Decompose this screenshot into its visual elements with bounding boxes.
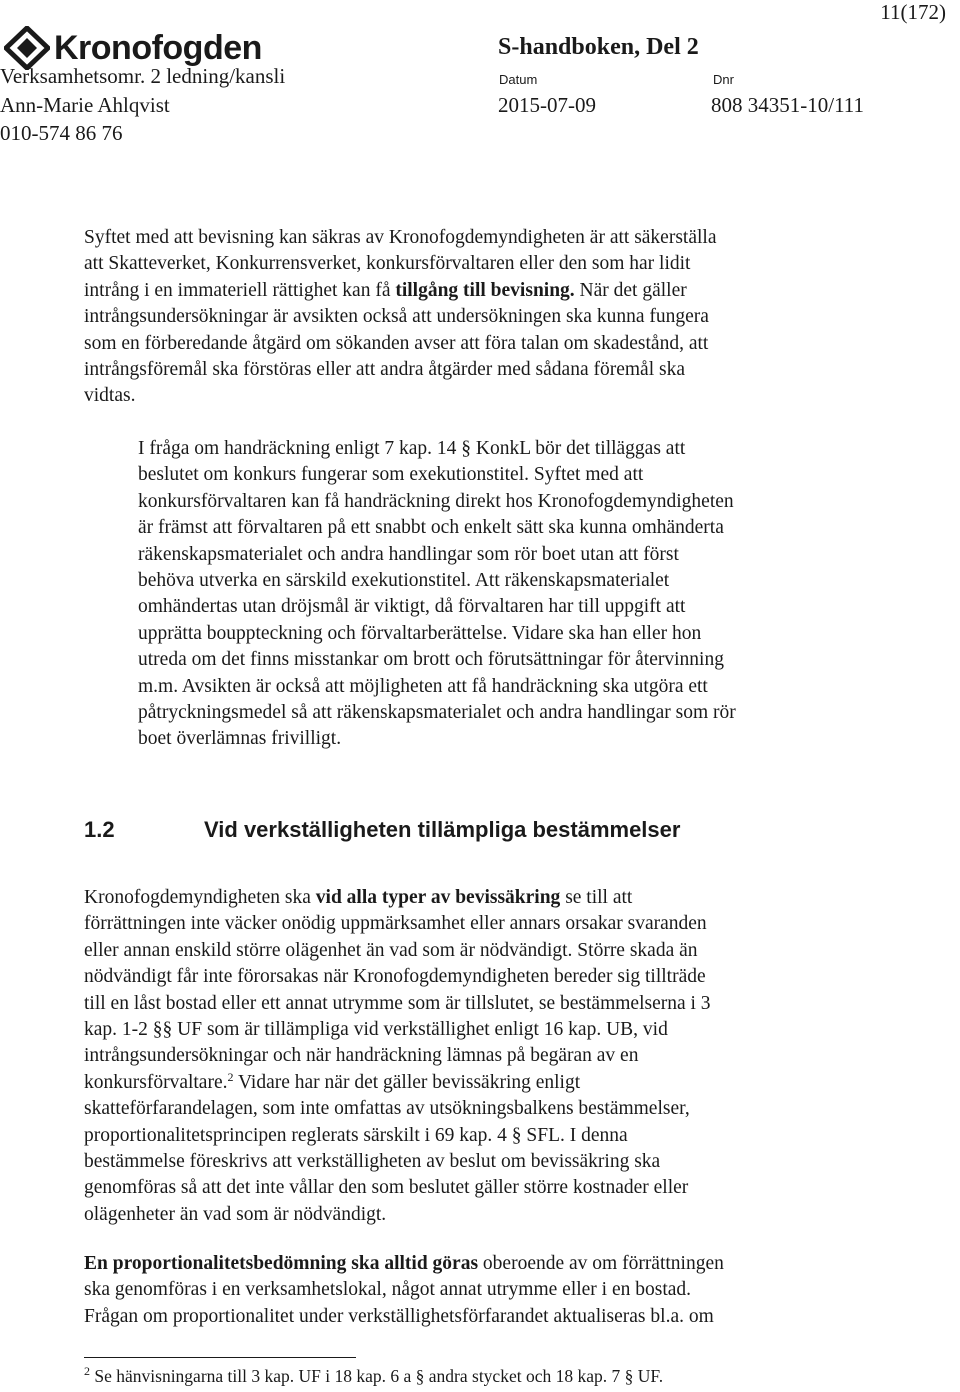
text-run: se till att	[560, 887, 633, 908]
bold-emphasis: vid alla typer av bevissäkring	[315, 887, 561, 908]
text-line: räkenskapsmaterialet och andra handlingar som rör boet utan att först	[138, 543, 679, 565]
paragraph-handrackning	[138, 436, 948, 753]
text-line: m.m. Avsikten är också att möjligheten att få handräckning ska utgöra ett	[138, 675, 708, 697]
text-line: intrångsundersökningar är avsikten också att undersökningen ska kunna fungera	[84, 306, 709, 328]
author-name: Ann-Marie Ahlqvist	[0, 93, 170, 117]
text-line: nödvändigt får inte förorsakas när Kronofogdemyndigheten bereder sig tillträde	[84, 966, 706, 988]
text-line: till en låst bostad eller ett annat utrymme som är tillslutet, se bestämmelserna i 3	[84, 992, 711, 1014]
text-line: beslutet om konkurs fungerar som exekutionstitel. Syftet med att	[138, 464, 644, 486]
text-line: påtryckningsmedel så att räkenskapsmaterialet och andra handlingar som rör	[138, 702, 736, 724]
text-line: omhändertas utan dröjsmål är viktigt, då förvaltaren har till uppgift att	[138, 596, 686, 618]
text-line: behöva utverka en särskild exekutionstitel. Att räkenskapsmaterialet	[138, 570, 670, 592]
text-line: Frågan om proportionalitet under verkställighetsförfarandet aktualiseras bl.a. om	[84, 1305, 714, 1327]
text-line: vidtas.	[84, 385, 136, 407]
text-line	[84, 1070, 944, 1096]
text-line: olägenheter än vad som är nödvändigt.	[84, 1203, 387, 1225]
text-run: oberoende av om förrättningen	[478, 1253, 724, 1274]
dnr-label: Dnr	[713, 72, 734, 87]
text-line: att Skatteverket, Konkurrensverket, konkursförvaltaren eller den som har lidit	[84, 253, 691, 275]
bold-emphasis: En proportionalitetsbedömning ska alltid göras	[84, 1253, 479, 1274]
text-run: Vidare har när det gäller bevissäkring enligt	[233, 1071, 581, 1093]
footnote-reference[interactable]: 2	[227, 1069, 234, 1084]
text-line: ska genomföras i en verksamhetslokal, något annat utrymme eller i en bostad.	[84, 1279, 692, 1301]
text-run: Kronofogdemyndigheten ska	[84, 887, 316, 908]
text-line: utreda om det finns misstankar om brott och förutsättningar för återvinning	[138, 649, 724, 671]
text-run: intrång i en immateriell rättighet kan få	[84, 279, 396, 301]
author-phone: 010-574 86 76	[0, 121, 123, 145]
footnote-marker: 2	[84, 1364, 90, 1378]
footnote-separator	[84, 1357, 356, 1358]
text-line: förrättningen inte väcker onödig uppmärksamhet eller annars orsakar svaranden	[84, 913, 707, 935]
section-heading	[84, 817, 680, 843]
text-line: intrångsföremål ska förstöras eller att andra åtgärder med sådana föremål ska	[84, 359, 685, 381]
date-value: 2015-07-09	[498, 93, 596, 117]
text-line: proportionalitetsprincipen reglerats särskilt i 69 kap. 4 § SFL. I denna	[84, 1124, 628, 1146]
logo-text: Kronofogden	[54, 28, 262, 67]
page-number: 11(172)	[880, 0, 946, 24]
document-title: S-handboken, Del 2	[498, 34, 699, 60]
text-line	[84, 278, 944, 304]
text-line: kap. 1-2 §§ UF som är tillämpliga vid verkställighet enligt 16 kap. UB, vid	[84, 1019, 668, 1041]
text-line: skatteförfarandelagen, som inte omfattas av utsökningsbalkens bestämmelser,	[84, 1098, 690, 1120]
footnote-text: Se hänvisningarna till 3 kap. UF i 18 kap. 6 a § andra stycket och 18 kap. 7 § UF.	[90, 1366, 664, 1386]
paragraph-proportionality	[84, 1251, 944, 1330]
text-line: bestämmelse föreskrivs att verkställigheten av beslut om bevissäkring ska	[84, 1151, 661, 1173]
text-line	[84, 1251, 944, 1277]
bold-emphasis: tillgång till bevisning.	[395, 279, 575, 301]
department: Verksamhetsomr. 2 ledning/kansli	[0, 64, 286, 88]
text-run: När det gäller	[574, 279, 687, 301]
text-line: som en förberedande åtgärd om sökanden avser att föra talan om skadestånd, att	[84, 332, 709, 354]
text-line: är främst att förvaltaren på ett snabbt och enkelt sätt ska kunna omhänderta	[138, 517, 724, 539]
section-title: Vid verkställigheten tillämpliga bestämmelser	[204, 817, 681, 842]
text-line: upprätta bouppteckning och förvaltarberättelse. Vidare ska han eller hon	[138, 622, 702, 644]
text-line: I fråga om handräckning enligt 7 kap. 14 § KonkL bör det tilläggas att	[138, 438, 686, 459]
text-line	[84, 885, 944, 911]
text-line: boet överlämnas frivilligt.	[138, 728, 342, 750]
paragraph-purpose	[84, 225, 944, 410]
text-run: konkursförvaltare.	[84, 1071, 228, 1093]
paragraph-provisions	[84, 885, 944, 1228]
text-line: konkursförvaltaren kan få handräckning direkt hos Kronofogdemyndigheten	[138, 490, 734, 512]
text-line: Syftet med att bevisning kan säkras av Kronofogdemyndigheten är att säkerställa	[84, 227, 717, 248]
dnr-value: 808 34351-10/111	[711, 93, 865, 117]
text-line: genomföras så att det inte vållar den som beslutet gäller större kostnader eller	[84, 1177, 689, 1199]
date-label: Datum	[499, 72, 538, 87]
section-number: 1.2	[84, 817, 115, 842]
text-line: intrångsundersökningar och när handräckning lämnas på begäran av en	[84, 1045, 639, 1067]
text-line: eller annan enskild större olägenhet än vad som är nödvändigt. Större skada än	[84, 939, 698, 961]
footnote	[84, 1366, 663, 1387]
